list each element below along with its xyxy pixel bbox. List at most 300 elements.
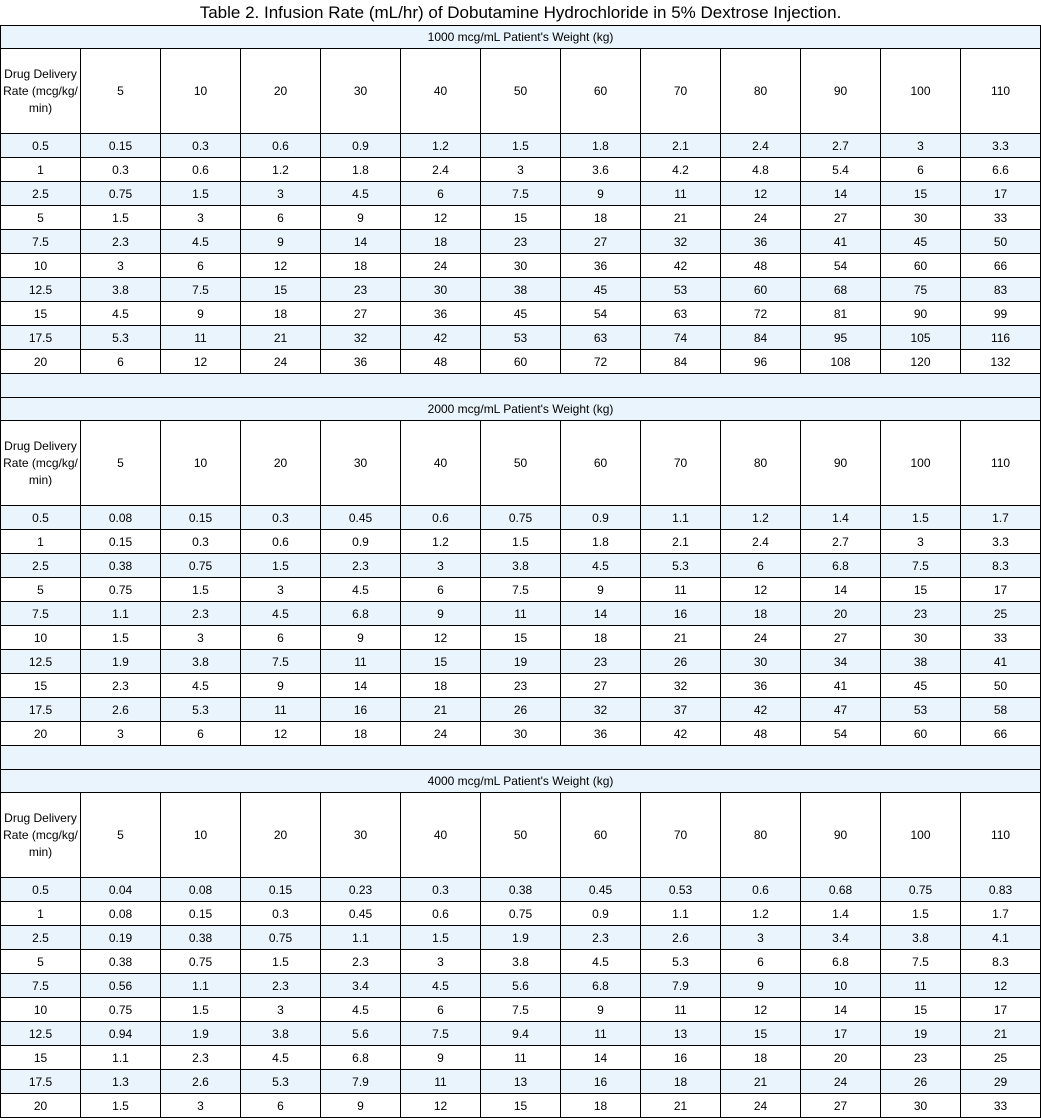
infusion-rate-cell: 29 (961, 1070, 1041, 1094)
infusion-rate-cell: 1.7 (961, 902, 1041, 926)
infusion-rate-cell: 1.5 (241, 554, 321, 578)
infusion-rate-cell: 3 (161, 206, 241, 230)
table-row (1, 182, 1041, 206)
infusion-rate-cell: 24 (721, 206, 801, 230)
infusion-rate-cell: 99 (961, 302, 1041, 326)
table-row (1, 722, 1041, 746)
infusion-rate-cell: 2.4 (721, 134, 801, 158)
table-row (1, 206, 1041, 230)
weight-header: 60 (561, 793, 641, 878)
infusion-rate-cell: 2.4 (401, 158, 481, 182)
infusion-rate-cell: 20 (801, 602, 881, 626)
weight-header: 50 (481, 793, 561, 878)
infusion-rate-cell: 6.8 (321, 602, 401, 626)
delivery-rate-cell: 0.5 (1, 506, 81, 530)
infusion-rate-cell: 17 (961, 998, 1041, 1022)
delivery-rate-cell: 20 (1, 722, 81, 746)
infusion-rate-cell: 6 (721, 554, 801, 578)
infusion-rate-cell: 14 (321, 674, 401, 698)
infusion-rate-cell: 6.8 (801, 950, 881, 974)
infusion-rate-cell: 36 (561, 722, 641, 746)
infusion-rate-cell: 17 (961, 182, 1041, 206)
infusion-rate-cell: 27 (801, 206, 881, 230)
infusion-rate-cell: 15 (481, 206, 561, 230)
weight-header: 70 (641, 793, 721, 878)
infusion-rate-cell: 0.75 (481, 506, 561, 530)
infusion-rate-cell: 36 (321, 350, 401, 374)
infusion-rate-cell: 12 (721, 998, 801, 1022)
infusion-rate-cell: 12 (241, 254, 321, 278)
section-header: 2000 mcg/mL Patient's Weight (kg) (1, 398, 1041, 421)
infusion-rate-cell: 2.6 (641, 926, 721, 950)
infusion-rate-cell: 3.8 (241, 1022, 321, 1046)
weight-header: 50 (481, 49, 561, 134)
infusion-rate-cell: 1.1 (641, 902, 721, 926)
infusion-rate-cell: 30 (481, 254, 561, 278)
weight-header: 30 (321, 49, 401, 134)
row-header-label: Drug Delivery Rate (mcg/kg/min) (1, 49, 81, 134)
infusion-rate-cell: 50 (961, 674, 1041, 698)
section-header-row (1, 26, 1041, 49)
infusion-rate-cell: 1.2 (721, 902, 801, 926)
infusion-rate-cell: 1.8 (561, 134, 641, 158)
infusion-rate-cell: 1.2 (241, 158, 321, 182)
infusion-rate-cell: 54 (801, 254, 881, 278)
infusion-rate-cell: 18 (561, 1094, 641, 1118)
infusion-rate-cell: 25 (961, 1046, 1041, 1070)
infusion-rate-cell: 58 (961, 698, 1041, 722)
infusion-rate-cell: 3 (81, 722, 161, 746)
table-row (1, 974, 1041, 998)
infusion-rate-cell: 0.3 (241, 902, 321, 926)
infusion-rate-cell: 23 (881, 602, 961, 626)
delivery-rate-cell: 7.5 (1, 230, 81, 254)
infusion-rate-cell: 120 (881, 350, 961, 374)
infusion-rate-cell: 0.75 (161, 554, 241, 578)
infusion-rate-cell: 2.3 (561, 926, 641, 950)
infusion-rate-cell: 1.5 (81, 626, 161, 650)
column-header-row (1, 421, 1041, 506)
table-row (1, 278, 1041, 302)
delivery-rate-cell: 5 (1, 950, 81, 974)
infusion-rate-cell: 6 (81, 350, 161, 374)
infusion-rate-cell: 18 (321, 722, 401, 746)
infusion-rate-cell: 23 (561, 650, 641, 674)
infusion-rate-cell: 11 (161, 326, 241, 350)
infusion-rate-cell: 0.56 (81, 974, 161, 998)
infusion-rate-cell: 7.9 (641, 974, 721, 998)
infusion-rate-cell: 4.5 (321, 998, 401, 1022)
delivery-rate-cell: 2.5 (1, 554, 81, 578)
infusion-rate-cell: 1.5 (881, 506, 961, 530)
infusion-rate-cell: 9 (561, 578, 641, 602)
delivery-rate-cell: 17.5 (1, 1070, 81, 1094)
table-row (1, 1094, 1041, 1118)
infusion-rate-cell: 0.38 (481, 878, 561, 902)
delivery-rate-cell: 15 (1, 674, 81, 698)
infusion-rate-cell: 11 (401, 1070, 481, 1094)
infusion-rate-cell: 21 (641, 1094, 721, 1118)
infusion-rate-cell: 4.5 (561, 554, 641, 578)
infusion-rate-cell: 1.1 (641, 506, 721, 530)
infusion-rate-cell: 12 (721, 182, 801, 206)
infusion-rate-cell: 32 (641, 674, 721, 698)
infusion-rate-cell: 17 (801, 1022, 881, 1046)
infusion-rate-cell: 6 (161, 722, 241, 746)
infusion-rate-cell: 3 (81, 254, 161, 278)
weight-header: 110 (961, 421, 1041, 506)
infusion-rate-cell: 42 (401, 326, 481, 350)
infusion-rate-cell: 18 (641, 1070, 721, 1094)
table-title: Table 2. Infusion Rate (mL/hr) of Dobutamine Hydrochloride in 5% Dextrose Injection. (199, 3, 842, 22)
weight-header: 70 (641, 421, 721, 506)
infusion-rate-cell: 7.9 (321, 1070, 401, 1094)
infusion-rate-cell: 12 (161, 350, 241, 374)
infusion-rate-cell: 63 (561, 326, 641, 350)
infusion-rate-cell: 3.8 (81, 278, 161, 302)
delivery-rate-cell: 1 (1, 530, 81, 554)
infusion-rate-cell: 13 (641, 1022, 721, 1046)
infusion-rate-cell: 11 (641, 578, 721, 602)
delivery-rate-cell: 2.5 (1, 182, 81, 206)
table-row (1, 1046, 1041, 1070)
infusion-rate-cell: 0.38 (81, 554, 161, 578)
infusion-rate-cell: 1.9 (161, 1022, 241, 1046)
infusion-rate-cell: 0.3 (81, 158, 161, 182)
table-row (1, 554, 1041, 578)
infusion-rate-cell: 1.5 (161, 578, 241, 602)
infusion-rate-cell: 0.6 (241, 530, 321, 554)
delivery-rate-cell: 17.5 (1, 326, 81, 350)
infusion-rate-cell: 18 (241, 302, 321, 326)
infusion-rate-cell: 2.7 (801, 530, 881, 554)
infusion-rate-cell: 30 (881, 206, 961, 230)
infusion-rate-cell: 6 (401, 578, 481, 602)
infusion-rate-cell: 23 (881, 1046, 961, 1070)
infusion-rate-cell: 48 (721, 254, 801, 278)
infusion-rate-cell: 18 (721, 602, 801, 626)
infusion-rate-cell: 5.6 (321, 1022, 401, 1046)
infusion-rate-cell: 5.3 (161, 698, 241, 722)
table-row (1, 902, 1041, 926)
infusion-rate-cell: 25 (961, 602, 1041, 626)
infusion-rate-cell: 6 (401, 182, 481, 206)
weight-header: 80 (721, 793, 801, 878)
infusion-rate-cell: 9 (561, 998, 641, 1022)
infusion-rate-cell: 37 (641, 698, 721, 722)
infusion-rate-cell: 48 (721, 722, 801, 746)
infusion-rate-cell: 60 (481, 350, 561, 374)
infusion-rate-cell: 3 (881, 134, 961, 158)
infusion-rate-cell: 12 (241, 722, 321, 746)
infusion-rate-cell: 16 (321, 698, 401, 722)
infusion-rate-cell: 45 (881, 230, 961, 254)
weight-header: 100 (881, 49, 961, 134)
infusion-rate-cell: 3.4 (801, 926, 881, 950)
infusion-rate-cell: 18 (321, 254, 401, 278)
infusion-rate-cell: 0.6 (401, 902, 481, 926)
table-row (1, 506, 1041, 530)
infusion-rate-cell: 38 (881, 650, 961, 674)
table-row (1, 998, 1041, 1022)
infusion-rate-cell: 1.5 (161, 998, 241, 1022)
infusion-rate-cell: 9 (321, 1094, 401, 1118)
weight-header: 5 (81, 421, 161, 506)
infusion-rate-cell: 1.5 (81, 1094, 161, 1118)
infusion-rate-cell: 1.3 (81, 1070, 161, 1094)
infusion-rate-cell: 23 (481, 674, 561, 698)
weight-header: 30 (321, 793, 401, 878)
infusion-rate-cell: 3.6 (561, 158, 641, 182)
delivery-rate-cell: 7.5 (1, 602, 81, 626)
infusion-rate-cell: 0.6 (241, 134, 321, 158)
table-row (1, 950, 1041, 974)
infusion-rate-cell: 3.3 (961, 134, 1041, 158)
infusion-rate-cell: 15 (481, 626, 561, 650)
infusion-rate-cell: 0.15 (241, 878, 321, 902)
delivery-rate-cell: 1 (1, 902, 81, 926)
infusion-rate-cell: 17 (961, 578, 1041, 602)
row-header-label: Drug Delivery Rate (mcg/kg/min) (1, 421, 81, 506)
infusion-rate-cell: 9 (241, 674, 321, 698)
infusion-rate-cell: 45 (881, 674, 961, 698)
infusion-rate-cell: 4.5 (161, 674, 241, 698)
infusion-rate-cell: 0.75 (241, 926, 321, 950)
infusion-rate-cell: 6 (721, 950, 801, 974)
infusion-rate-cell: 36 (721, 674, 801, 698)
infusion-rate-cell: 7.5 (401, 1022, 481, 1046)
infusion-rate-cell: 1.8 (321, 158, 401, 182)
weight-header: 50 (481, 421, 561, 506)
infusion-rate-cell: 34 (801, 650, 881, 674)
infusion-rate-cell: 4.8 (721, 158, 801, 182)
infusion-rate-cell: 72 (561, 350, 641, 374)
infusion-rate-cell: 0.75 (81, 182, 161, 206)
infusion-rate-cell: 1.4 (801, 902, 881, 926)
infusion-rate-cell: 1.5 (161, 182, 241, 206)
infusion-rate-cell: 6 (161, 254, 241, 278)
infusion-rate-cell: 20 (801, 1046, 881, 1070)
infusion-rate-cell: 0.15 (81, 134, 161, 158)
infusion-rate-cell: 30 (401, 278, 481, 302)
infusion-rate-cell: 2.6 (81, 698, 161, 722)
weight-header: 10 (161, 793, 241, 878)
infusion-rate-cell: 9 (321, 626, 401, 650)
infusion-rate-cell: 0.08 (81, 902, 161, 926)
infusion-rate-cell: 0.04 (81, 878, 161, 902)
infusion-rate-cell: 3 (241, 578, 321, 602)
infusion-rate-cell: 9 (161, 302, 241, 326)
infusion-rate-cell: 5.4 (801, 158, 881, 182)
infusion-rate-cell: 2.3 (241, 974, 321, 998)
infusion-rate-cell: 2.3 (161, 602, 241, 626)
table-row (1, 134, 1041, 158)
infusion-rate-cell: 16 (641, 1046, 721, 1070)
infusion-rate-cell: 0.75 (81, 998, 161, 1022)
infusion-rate-cell: 3 (241, 998, 321, 1022)
infusion-rate-cell: 1.2 (401, 134, 481, 158)
delivery-rate-cell: 12.5 (1, 1022, 81, 1046)
infusion-rate-cell: 96 (721, 350, 801, 374)
infusion-rate-cell: 1.1 (161, 974, 241, 998)
weight-header: 90 (801, 421, 881, 506)
weight-header: 80 (721, 49, 801, 134)
table-row (1, 878, 1041, 902)
section-spacer (1, 374, 1041, 398)
delivery-rate-cell: 0.5 (1, 878, 81, 902)
infusion-rate-cell: 24 (721, 626, 801, 650)
infusion-rate-cell: 41 (801, 230, 881, 254)
weight-header: 40 (401, 421, 481, 506)
weight-header: 20 (241, 421, 321, 506)
infusion-rate-cell: 0.6 (161, 158, 241, 182)
infusion-rate-cell: 21 (241, 326, 321, 350)
delivery-rate-cell: 1 (1, 158, 81, 182)
infusion-rate-cell: 0.53 (641, 878, 721, 902)
infusion-rate-cell: 53 (881, 698, 961, 722)
infusion-rate-cell: 53 (481, 326, 561, 350)
infusion-rate-cell: 8.3 (961, 950, 1041, 974)
infusion-rate-cell: 36 (721, 230, 801, 254)
infusion-rate-cell: 4.5 (81, 302, 161, 326)
infusion-rate-cell: 0.75 (881, 878, 961, 902)
infusion-rate-cell: 12 (401, 1094, 481, 1118)
infusion-rate-cell: 18 (401, 674, 481, 698)
table-row (1, 254, 1041, 278)
infusion-rate-cell: 0.3 (401, 878, 481, 902)
infusion-rate-cell: 45 (481, 302, 561, 326)
table-row (1, 326, 1041, 350)
infusion-rate-cell: 3.4 (321, 974, 401, 998)
infusion-rate-cell: 21 (401, 698, 481, 722)
infusion-rate-cell: 41 (801, 674, 881, 698)
infusion-rate-cell: 7.5 (881, 554, 961, 578)
infusion-rate-cell: 3 (401, 950, 481, 974)
infusion-rate-cell: 1.2 (721, 506, 801, 530)
weight-header: 60 (561, 421, 641, 506)
infusion-rate-cell: 1.1 (81, 1046, 161, 1070)
infusion-rate-cell: 0.68 (801, 878, 881, 902)
infusion-rate-cell: 54 (801, 722, 881, 746)
infusion-rate-cell: 2.3 (161, 1046, 241, 1070)
infusion-rate-cell: 5.3 (81, 326, 161, 350)
infusion-rate-cell: 15 (401, 650, 481, 674)
infusion-rate-cell: 19 (481, 650, 561, 674)
infusion-rate-cell: 5.3 (641, 950, 721, 974)
infusion-rate-cell: 60 (881, 254, 961, 278)
infusion-rate-cell: 6 (241, 626, 321, 650)
infusion-rate-cell: 36 (561, 254, 641, 278)
delivery-rate-cell: 17.5 (1, 698, 81, 722)
infusion-rate-cell: 0.08 (81, 506, 161, 530)
section-spacer (1, 746, 1041, 770)
infusion-rate-cell: 0.45 (561, 878, 641, 902)
infusion-rate-cell: 1.5 (401, 926, 481, 950)
infusion-rate-cell: 7.5 (161, 278, 241, 302)
weight-header: 110 (961, 49, 1041, 134)
infusion-rate-cell: 108 (801, 350, 881, 374)
infusion-rate-cell: 47 (801, 698, 881, 722)
infusion-rate-cell: 12 (961, 974, 1041, 998)
infusion-rate-cell: 1.4 (801, 506, 881, 530)
infusion-rate-cell: 9 (401, 1046, 481, 1070)
section-header: 1000 mcg/mL Patient's Weight (kg) (1, 26, 1041, 49)
infusion-rate-cell: 7.5 (241, 650, 321, 674)
infusion-rate-cell: 0.75 (161, 950, 241, 974)
infusion-rate-cell: 84 (641, 350, 721, 374)
delivery-rate-cell: 5 (1, 578, 81, 602)
infusion-rate-cell: 66 (961, 254, 1041, 278)
infusion-rate-cell: 32 (561, 698, 641, 722)
infusion-rate-cell: 26 (641, 650, 721, 674)
infusion-rate-cell: 45 (561, 278, 641, 302)
infusion-rate-cell: 2.3 (321, 554, 401, 578)
infusion-rate-cell: 13 (481, 1070, 561, 1094)
infusion-rate-table (0, 25, 1041, 1118)
table-row (1, 1070, 1041, 1094)
infusion-rate-cell: 0.45 (321, 902, 401, 926)
infusion-rate-cell: 4.5 (321, 182, 401, 206)
infusion-rate-cell: 6 (881, 158, 961, 182)
infusion-rate-cell: 2.3 (81, 674, 161, 698)
infusion-rate-cell: 15 (721, 1022, 801, 1046)
infusion-rate-cell: 0.15 (81, 530, 161, 554)
infusion-rate-cell: 105 (881, 326, 961, 350)
infusion-rate-cell: 24 (241, 350, 321, 374)
infusion-rate-cell: 0.9 (321, 530, 401, 554)
infusion-rate-cell: 116 (961, 326, 1041, 350)
infusion-rate-cell: 12 (401, 626, 481, 650)
infusion-rate-cell: 24 (401, 254, 481, 278)
infusion-rate-cell: 33 (961, 626, 1041, 650)
infusion-rate-cell: 2.1 (641, 134, 721, 158)
table-row (1, 1022, 1041, 1046)
column-header-row (1, 49, 1041, 134)
infusion-rate-cell: 9 (241, 230, 321, 254)
infusion-rate-cell: 7.5 (481, 998, 561, 1022)
infusion-rate-cell: 2.6 (161, 1070, 241, 1094)
infusion-rate-cell: 4.2 (641, 158, 721, 182)
delivery-rate-cell: 20 (1, 350, 81, 374)
infusion-rate-cell: 63 (641, 302, 721, 326)
infusion-rate-cell: 4.5 (161, 230, 241, 254)
infusion-rate-cell: 83 (961, 278, 1041, 302)
infusion-rate-cell: 42 (641, 254, 721, 278)
weight-header: 5 (81, 793, 161, 878)
infusion-rate-cell: 11 (641, 182, 721, 206)
infusion-rate-cell: 74 (641, 326, 721, 350)
weight-header: 40 (401, 49, 481, 134)
infusion-rate-cell: 7.5 (881, 950, 961, 974)
infusion-rate-cell: 15 (881, 182, 961, 206)
infusion-rate-cell: 36 (401, 302, 481, 326)
infusion-rate-cell: 11 (561, 1022, 641, 1046)
infusion-rate-cell: 38 (481, 278, 561, 302)
infusion-rate-cell: 0.3 (161, 530, 241, 554)
infusion-rate-cell: 9 (401, 602, 481, 626)
infusion-rate-cell: 15 (241, 278, 321, 302)
infusion-rate-cell: 11 (321, 650, 401, 674)
infusion-rate-cell: 72 (721, 302, 801, 326)
infusion-rate-cell: 2.1 (641, 530, 721, 554)
table-row (1, 698, 1041, 722)
infusion-rate-cell: 4.5 (401, 974, 481, 998)
infusion-rate-cell: 7.5 (481, 578, 561, 602)
weight-header: 60 (561, 49, 641, 134)
delivery-rate-cell: 10 (1, 998, 81, 1022)
infusion-rate-cell: 21 (641, 206, 721, 230)
row-header-label: Drug Delivery Rate (mcg/kg/min) (1, 793, 81, 878)
